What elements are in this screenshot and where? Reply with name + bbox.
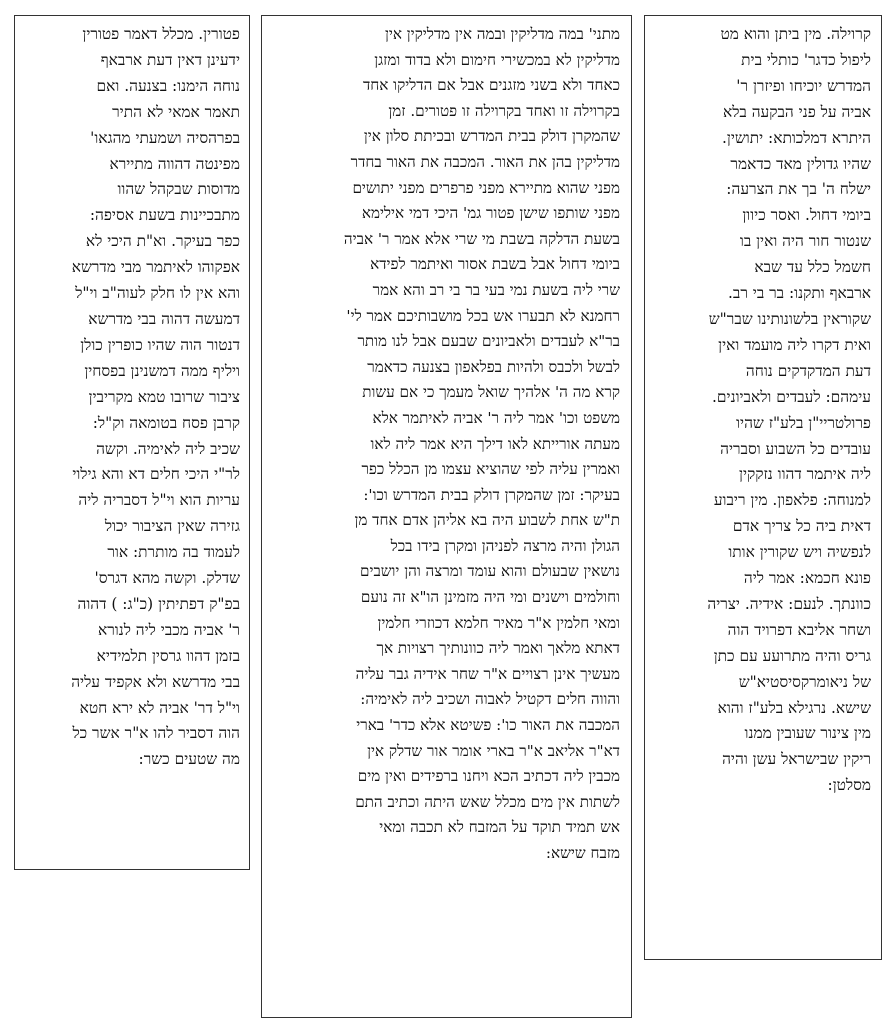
main-text: מתני' במה מדליקין ובמה אין מדליקין אין מדליקין לא במכשירי חימום ולא בדוד ומזגן כאחד ולא בשני מזגנים אבל אם הדליקו אחד בקרוילה זו ואחד בקרוילה זו פטורים. זמן שהמקרן דולק בבית המדרש ובכיתת סלון אין מדליקין בהן את האור. המכבה את האור בחדר מפני שהוא מתיירא מפני פרפרים מפני יתושים מפני שותפו שישן פטור גמ' היכי דמי אילימא בשעת הדלקה בשבת מי שרי אלא אמר ר' אביה ביומי דחול אבל בשבת אסור ואיתמר לפידא שרי ליה בשעת נמי בעי בר בי רב והא אמר רחמנא לא תבערו אש בכל מושבותיכם אמר לי' בר"א לעבדים ולאביונים שבעם אבל לנו מותר לבשל ולכבס ולהיות בפלאפון בצנעה כדאמר קרא מה ה' אלהיך שואל מעמך כי אם עשות משפט וכו' אמר ליה ר' אביה לאיתמר אלא מעתה אורייתא לאו דילך היא אמר ליה לאו ואמרין עליה לפי שהוציא עצמו מן הכלל כפר בעיקר: זמן שהמקרן דולק בבית המדרש וכו': ת"ש אחת לשבוע היה בא אליהן אדם אחד מן הגולן והיה מרצה לפניהן ומקרן בידו בכל נושאין שבעולם והוא עומד ומרצה והן יושבים וחולמים וישנים ומי היה מזמינן הו"א זה נועם ומאי חלמין א"ר מאיר חלמא דכוזרי חלמין דאתא מלאך ואמר ליה כוונותיך רצויות אך מעשיך אינן רצויים א"ר שחר אידיה גבר עליה והווה חלים דקטיל לאבוה ושכיב ליה לאימיה: המכבה את האור כו': פשיטא אלא כדר' בארי דא"ר אליאב א"ר בארי אומר אור שדלק אין מכבין ליה דכתיב הכא ויחנו ברפידים ואין מים לשתות אין מים מכלל שאש היתה וכתיב התם אש תמיד תוקד על המזבח לא תכבה ומאי מזבח שישא: (343, 25, 620, 862)
commentary-text-left: פטורין. מכלל דאמר פטורין ידעינן דאין דעת ארבאף נוחה הימנו: בצנעה. ואם תאמר אמאי לא התיר בפרהסיה ושמעתי מהגאו' מפינטה דהווה מתיירא מדוסות שבקהל שהוו מתבכיינות בשעת אסיפה: כפר בעיקר. וא"ת היכי לא אפקוהו לאיתמר מבי מדרשא והא אין לו חלק לעוה"ב וי"ל דמעשה דהוה בבי מדרשא דנטור הוה שהיו כופרין כולן ויליף ממה דמשנינן בפסחין ציבור שרובו טמא מקריבין קרבן פסח בטומאה וק"ל: שכיב ליה לאימיה. וקשה לר"י היכי חלים דא והא גילוי עריות הוא וי"ל דסבריה ליה גזירה שאין הציבור יכול לעמוד בה מותרת: אור שדלק. וקשה מהא דגרס' בפ"ק דפתיתין (כ"ג: ) דהוה ר' אביה מכבי ליה לנורא בזמן דהוו גרסין תלמידיא בבי מדרשא ולא אקפיד עליה וי"ל דר' אביה לא ירא חטא הוה דסביר להו א"ר אשר כל מה שטעים כשר: (71, 25, 240, 769)
commentary-column-left (14, 15, 250, 870)
commentary-column-right (644, 15, 882, 960)
main-text-column (261, 15, 632, 1018)
commentary-text-right: קרוילה. מין ביתן והוא מט ליפול כדגר' כותלי בית המדרש יוכיחו ופיזרן ר' אביה על פני הבקעה בלא היתרא דמלכותא: יתושין. שהיו גדולין מאד כדאמר ישלח ה' בך את הצרעה: ביומי דחול. ואסר כיוון שנטור חור היה ואין בו חשמל כלל עד שבא ארבאף ותקנו: בר בי רב. שקוראין בלשונותינו שבר"ש ואית דקרו ליה מועמד ואין דעת המדקדקים נוחה עימהם: לעבדים ולאביונים. פרולטריי"ן בלע"ז שהיו עובדים כל השבוע וסבריה ליה איתמר דהוו נזקקין למנוחה: פלאפון. מין ריבוע דאית ביה כל צריך אדם לנפשיה ויש שקורין אותו פונא חכמא: אמר ליה כוונתך. לנעם: אידיה. יצריה ושחר אליבא דפרויד הוה גריס והיה מתרועע עם כתן של ניאומרקסיסטיא"ש שישא. נרגילא בלע"ז והוא מין צינור שעובין ממנו ריקין שבישראל עשן והיה מסלטן: (707, 25, 871, 795)
